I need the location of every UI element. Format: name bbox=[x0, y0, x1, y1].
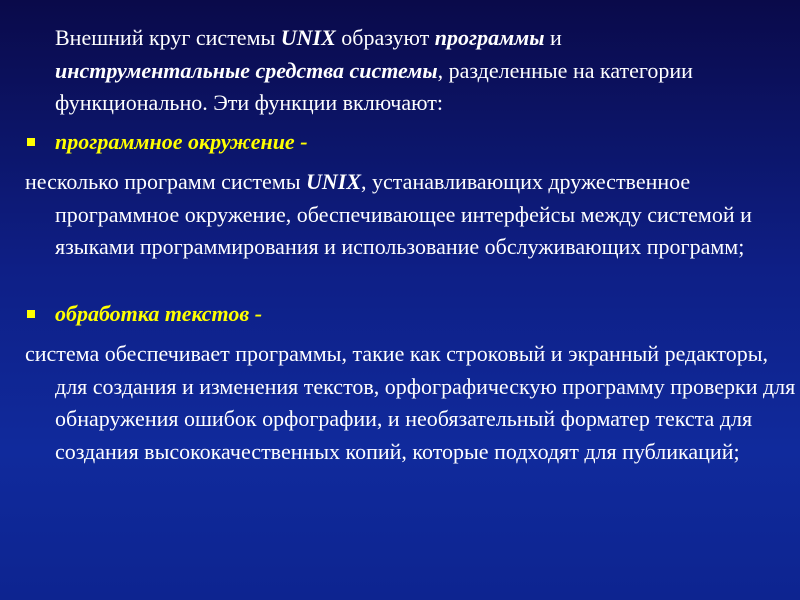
bullet-title: обработка текстов - bbox=[55, 301, 263, 326]
bullet-item-text-processing bbox=[25, 298, 262, 331]
programs-term: программы bbox=[434, 25, 545, 50]
square-bullet-icon bbox=[27, 310, 35, 318]
text-processing-description: система обеспечивает программы, такие как строковый и экранный редакторы, для создания и изменения текстов, орфографическую программу проверки для обнаружения ошибок орфографии, и необязательный форматер текста для создания высококачественных копий, которые подходят для публикаций; bbox=[25, 341, 796, 464]
environment-description: несколько программ системы UNIX, устанавливающих дружественное программное окружение, обеспечивающее интерфейсы между системой и языками программирования и использование обслуживающих программ; bbox=[25, 169, 752, 259]
bullet-item-environment bbox=[25, 126, 308, 159]
square-bullet-icon bbox=[27, 138, 35, 146]
intro-paragraph: Внешний круг системы UNIX образуют программы и инструментальные средства системы, разделенные на категории функционально. Эти функции включают: bbox=[55, 25, 693, 115]
tools-term: инструментальные средства системы bbox=[55, 57, 438, 83]
unix-term: UNIX bbox=[280, 25, 336, 50]
unix-term: UNIX bbox=[306, 169, 362, 194]
bullet-title: программное окружение - bbox=[55, 129, 308, 154]
